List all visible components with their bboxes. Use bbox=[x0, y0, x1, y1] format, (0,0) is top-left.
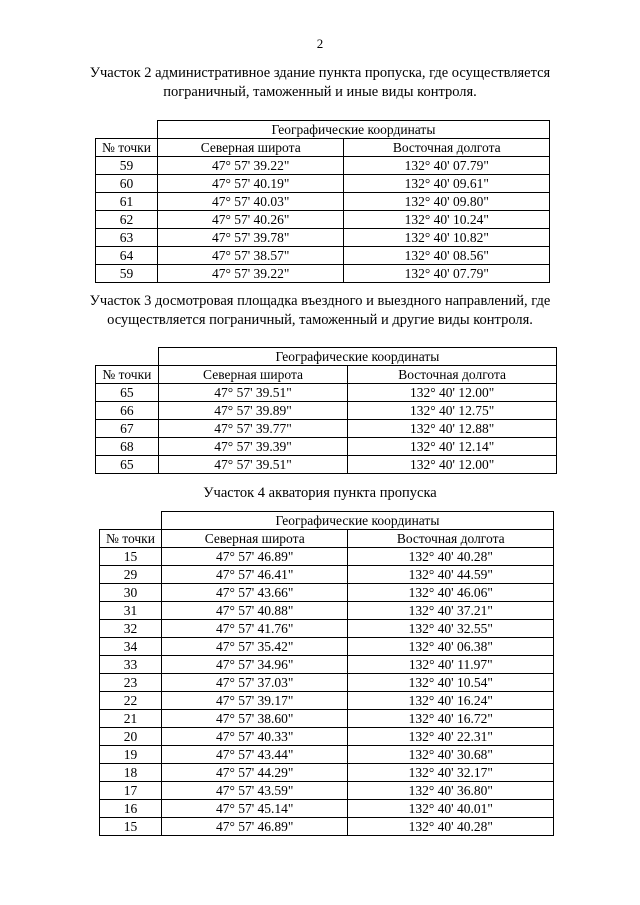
table-row bbox=[100, 782, 554, 800]
table-header-row bbox=[96, 366, 557, 384]
cell-point-number: 34 bbox=[100, 638, 162, 656]
cell-longitude: 132° 40' 16.72" bbox=[348, 710, 554, 728]
page-number: 2 bbox=[316, 36, 324, 51]
cell-point-number: 16 bbox=[100, 800, 162, 818]
cell-latitude: 47° 57' 44.29" bbox=[161, 764, 348, 782]
cell-longitude: 132° 40' 11.97" bbox=[348, 656, 554, 674]
column-header-longitude: Восточная долгота bbox=[348, 530, 554, 548]
table-title: Географические координаты bbox=[158, 348, 556, 366]
table-title: Географические координаты bbox=[161, 512, 553, 530]
cell-latitude: 47° 57' 40.33" bbox=[161, 728, 348, 746]
table-body bbox=[100, 548, 554, 836]
table-row bbox=[100, 548, 554, 566]
table-row bbox=[100, 566, 554, 584]
table-corner bbox=[96, 348, 159, 366]
cell-longitude: 132° 40' 32.55" bbox=[348, 620, 554, 638]
table-row bbox=[96, 456, 557, 474]
column-header-longitude: Восточная долгота bbox=[348, 366, 557, 384]
heading-line: Участок 4 акватория пункта пропуска bbox=[203, 485, 437, 501]
cell-longitude: 132° 40' 32.17" bbox=[348, 764, 554, 782]
cell-longitude: 132° 40' 09.61" bbox=[344, 175, 550, 193]
table-row bbox=[100, 800, 554, 818]
column-header-point: № точки bbox=[96, 366, 159, 384]
cell-latitude: 47° 57' 37.03" bbox=[161, 674, 348, 692]
cell-longitude: 132° 40' 46.06" bbox=[348, 584, 554, 602]
cell-point-number: 29 bbox=[100, 566, 162, 584]
coordinates-table-plot-4 bbox=[99, 511, 554, 836]
table-row bbox=[100, 638, 554, 656]
table-row bbox=[100, 602, 554, 620]
cell-longitude: 132° 40' 12.75" bbox=[348, 402, 557, 420]
cell-longitude: 132° 40' 06.38" bbox=[348, 638, 554, 656]
cell-longitude: 132° 40' 10.54" bbox=[348, 674, 554, 692]
table-title: Географические координаты bbox=[157, 121, 549, 139]
heading-line: пограничный, таможенный и иные виды контроля. bbox=[163, 84, 477, 100]
cell-point-number: 65 bbox=[96, 384, 159, 402]
table-row bbox=[96, 157, 550, 175]
cell-point-number: 62 bbox=[96, 211, 158, 229]
cell-latitude: 47° 57' 46.89" bbox=[161, 818, 348, 836]
cell-longitude: 132° 40' 09.80" bbox=[344, 193, 550, 211]
column-header-longitude: Восточная долгота bbox=[344, 139, 550, 157]
cell-latitude: 47° 57' 40.88" bbox=[161, 602, 348, 620]
cell-latitude: 47° 57' 34.96" bbox=[161, 656, 348, 674]
cell-point-number: 18 bbox=[100, 764, 162, 782]
heading-line: Участок 3 досмотровая площадка въездного и выездного направлений, где bbox=[89, 293, 551, 309]
table-header-row bbox=[100, 530, 554, 548]
table-row bbox=[96, 229, 550, 247]
cell-latitude: 47° 57' 46.89" bbox=[161, 548, 348, 566]
heading-line: осуществляется пограничный, таможенный и другие виды контроля. bbox=[107, 312, 533, 328]
cell-longitude: 132° 40' 07.79" bbox=[344, 265, 550, 283]
cell-latitude: 47° 57' 39.77" bbox=[158, 420, 347, 438]
cell-point-number: 64 bbox=[96, 247, 158, 265]
table-row bbox=[100, 674, 554, 692]
table-row bbox=[100, 728, 554, 746]
cell-point-number: 21 bbox=[100, 710, 162, 728]
cell-latitude: 47° 57' 39.51" bbox=[158, 456, 347, 474]
table-corner bbox=[96, 121, 158, 139]
cell-longitude: 132° 40' 44.59" bbox=[348, 566, 554, 584]
cell-latitude: 47° 57' 41.76" bbox=[161, 620, 348, 638]
cell-latitude: 47° 57' 40.26" bbox=[157, 211, 344, 229]
cell-point-number: 33 bbox=[100, 656, 162, 674]
section-heading-plot-3 bbox=[0, 292, 640, 330]
cell-point-number: 15 bbox=[100, 818, 162, 836]
cell-point-number: 59 bbox=[96, 157, 158, 175]
table-row bbox=[96, 247, 550, 265]
column-header-latitude: Северная широта bbox=[157, 139, 344, 157]
table-row bbox=[96, 265, 550, 283]
cell-longitude: 132° 40' 36.80" bbox=[348, 782, 554, 800]
table-row bbox=[96, 175, 550, 193]
table-row bbox=[96, 402, 557, 420]
cell-latitude: 47° 57' 40.03" bbox=[157, 193, 344, 211]
cell-latitude: 47° 57' 45.14" bbox=[161, 800, 348, 818]
cell-longitude: 132° 40' 12.88" bbox=[348, 420, 557, 438]
table-header-row bbox=[96, 139, 550, 157]
cell-latitude: 47° 57' 39.89" bbox=[158, 402, 347, 420]
cell-longitude: 132° 40' 40.01" bbox=[348, 800, 554, 818]
cell-longitude: 132° 40' 12.00" bbox=[348, 384, 557, 402]
cell-longitude: 132° 40' 37.21" bbox=[348, 602, 554, 620]
table-body bbox=[96, 384, 557, 474]
cell-point-number: 31 bbox=[100, 602, 162, 620]
cell-point-number: 66 bbox=[96, 402, 159, 420]
cell-point-number: 17 bbox=[100, 782, 162, 800]
cell-longitude: 132° 40' 22.31" bbox=[348, 728, 554, 746]
cell-latitude: 47° 57' 39.17" bbox=[161, 692, 348, 710]
cell-latitude: 47° 57' 35.42" bbox=[161, 638, 348, 656]
cell-longitude: 132° 40' 07.79" bbox=[344, 157, 550, 175]
cell-point-number: 67 bbox=[96, 420, 159, 438]
cell-longitude: 132° 40' 40.28" bbox=[348, 818, 554, 836]
cell-latitude: 47° 57' 40.19" bbox=[157, 175, 344, 193]
coordinates-table-plot-3 bbox=[95, 347, 557, 474]
column-header-point: № точки bbox=[100, 530, 162, 548]
section-heading-plot-2 bbox=[0, 64, 640, 102]
table-row bbox=[96, 438, 557, 456]
cell-longitude: 132° 40' 10.82" bbox=[344, 229, 550, 247]
table-row bbox=[100, 656, 554, 674]
table-row bbox=[96, 420, 557, 438]
cell-point-number: 15 bbox=[100, 548, 162, 566]
cell-longitude: 132° 40' 12.14" bbox=[348, 438, 557, 456]
table-row bbox=[100, 818, 554, 836]
cell-longitude: 132° 40' 12.00" bbox=[348, 456, 557, 474]
cell-point-number: 20 bbox=[100, 728, 162, 746]
cell-latitude: 47° 57' 46.41" bbox=[161, 566, 348, 584]
table-body bbox=[96, 157, 550, 283]
table-row bbox=[96, 384, 557, 402]
cell-point-number: 19 bbox=[100, 746, 162, 764]
cell-point-number: 59 bbox=[96, 265, 158, 283]
cell-point-number: 32 bbox=[100, 620, 162, 638]
cell-point-number: 60 bbox=[96, 175, 158, 193]
cell-latitude: 47° 57' 39.22" bbox=[157, 157, 344, 175]
cell-latitude: 47° 57' 43.44" bbox=[161, 746, 348, 764]
column-header-latitude: Северная широта bbox=[158, 366, 347, 384]
table-row bbox=[100, 620, 554, 638]
table-row bbox=[100, 710, 554, 728]
cell-point-number: 22 bbox=[100, 692, 162, 710]
table-row bbox=[96, 193, 550, 211]
cell-point-number: 65 bbox=[96, 456, 159, 474]
cell-latitude: 47° 57' 43.66" bbox=[161, 584, 348, 602]
cell-latitude: 47° 57' 38.57" bbox=[157, 247, 344, 265]
cell-longitude: 132° 40' 16.24" bbox=[348, 692, 554, 710]
cell-point-number: 61 bbox=[96, 193, 158, 211]
cell-point-number: 63 bbox=[96, 229, 158, 247]
cell-longitude: 132° 40' 08.56" bbox=[344, 247, 550, 265]
coordinates-table-plot-2 bbox=[95, 120, 550, 283]
table-row bbox=[100, 746, 554, 764]
table-corner bbox=[100, 512, 162, 530]
cell-longitude: 132° 40' 30.68" bbox=[348, 746, 554, 764]
cell-latitude: 47° 57' 39.22" bbox=[157, 265, 344, 283]
table-row bbox=[96, 211, 550, 229]
cell-longitude: 132° 40' 40.28" bbox=[348, 548, 554, 566]
section-heading-plot-4 bbox=[0, 484, 640, 503]
cell-point-number: 23 bbox=[100, 674, 162, 692]
table-row bbox=[100, 584, 554, 602]
cell-latitude: 47° 57' 39.78" bbox=[157, 229, 344, 247]
table-row bbox=[100, 692, 554, 710]
heading-line: Участок 2 административное здание пункта пропуска, где осуществляется bbox=[89, 65, 551, 81]
table-row bbox=[100, 764, 554, 782]
cell-point-number: 30 bbox=[100, 584, 162, 602]
column-header-latitude: Северная широта bbox=[161, 530, 348, 548]
column-header-point: № точки bbox=[96, 139, 158, 157]
cell-point-number: 68 bbox=[96, 438, 159, 456]
cell-latitude: 47° 57' 43.59" bbox=[161, 782, 348, 800]
cell-latitude: 47° 57' 39.51" bbox=[158, 384, 347, 402]
cell-latitude: 47° 57' 39.39" bbox=[158, 438, 347, 456]
cell-longitude: 132° 40' 10.24" bbox=[344, 211, 550, 229]
cell-latitude: 47° 57' 38.60" bbox=[161, 710, 348, 728]
